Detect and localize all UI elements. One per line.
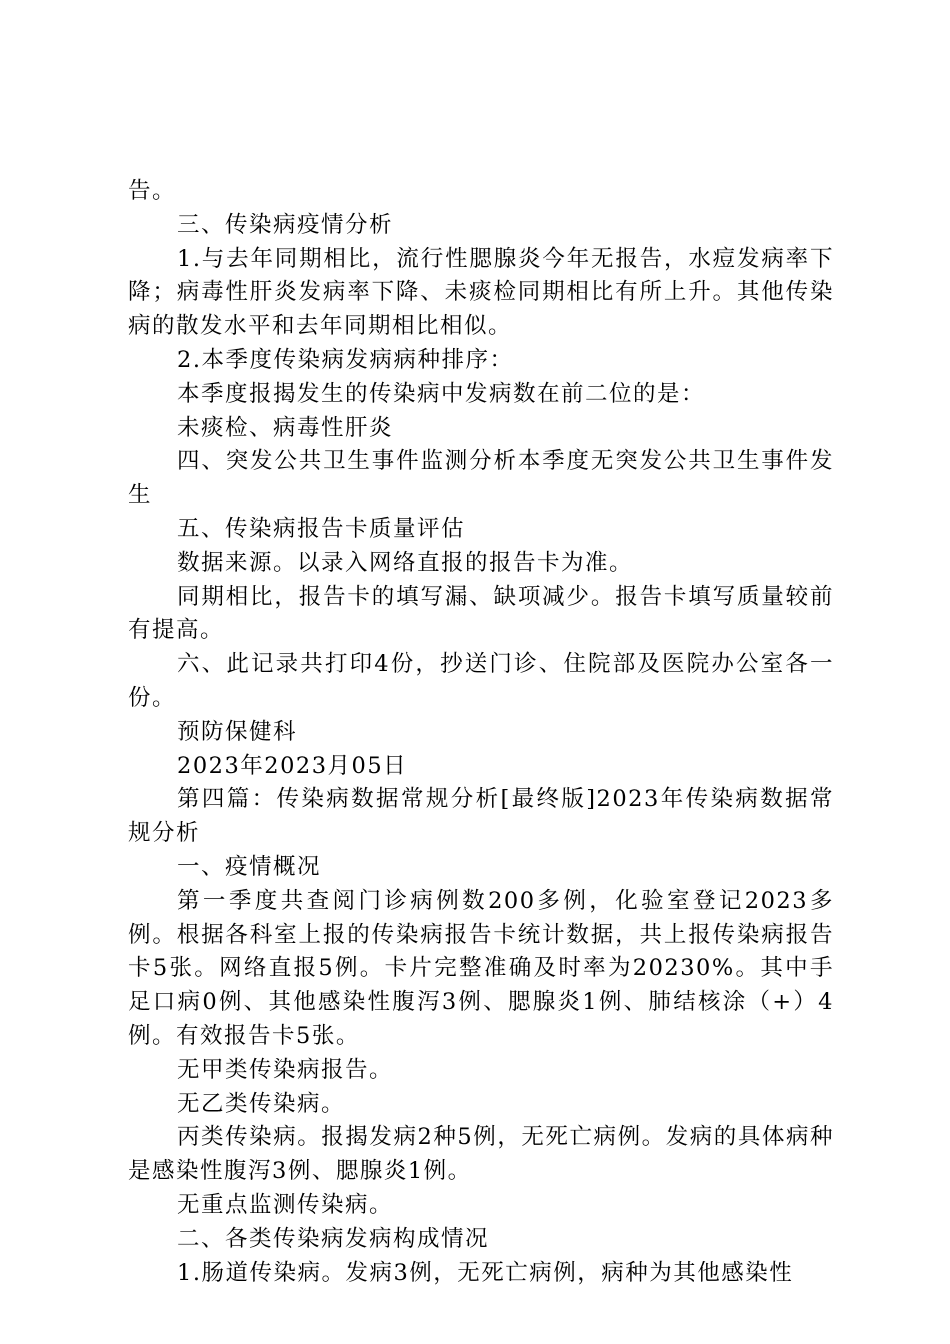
paragraph: 1.肠道传染病。发病3例，无死亡病例，病种为其他感染性 xyxy=(177,1259,794,1286)
section-heading-epidemic-analysis: 三、传染病疫情分析 xyxy=(177,211,394,238)
section-heading-public-health-events: 四、突发公共卫生事件监测分析本季度无突发公共卫生事件发生 xyxy=(128,448,834,509)
signature-date: 2023年2023月05日 xyxy=(177,752,408,779)
paragraph: 未痰检、病毒性肝炎 xyxy=(177,414,394,441)
section-heading-distribution: 六、此记录共打印4份，抄送门诊、住院部及医院办公室各一份。 xyxy=(128,651,834,711)
paragraph-continuation: 告。 xyxy=(128,178,177,204)
paragraph: 第一季度共查阅门诊病例数200多例，化验室登记2023多例。根据各科室上报的传染病报告卡统计数据，共上报传染病报告卡5张。网络直报5例。卡片完整准确及时率为20230%。其中手足口病0例、其他感染性腹泻3例、腮腺炎1例、肺结核涂（+）4例。有效报告卡5张。 xyxy=(128,887,834,1049)
chapter-title: 第四篇：传染病数据常规分析[最终版]2023年传染病数据常规分析 xyxy=(128,786,834,847)
paragraph: 1.与去年同期相比，流行性腮腺炎今年无报告，水痘发病率下降；病毒性肝炎发病率下降、未痰检同期相比有所上升。其他传染病的散发水平和去年同期相比相似。 xyxy=(128,245,834,340)
paragraph: 无乙类传染病。 xyxy=(177,1090,346,1117)
section-heading-report-card-quality: 五、传染病报告卡质量评估 xyxy=(177,515,466,542)
paragraph: 数据来源。以录入网络直报的报告卡为准。 xyxy=(177,549,634,576)
paragraph: 丙类传染病。报揭发病2种5例，无死亡病例。发病的具体病种是感染性腹泻3例、腮腺炎1例。 xyxy=(128,1124,834,1185)
document-body xyxy=(128,175,834,1290)
section-heading-composition: 二、各类传染病发病构成情况 xyxy=(177,1225,490,1252)
paragraph: 同期相比，报告卡的填写漏、缺项减少。报告卡填写质量较前有提高。 xyxy=(128,583,834,644)
paragraph: 无重点监测传染病。 xyxy=(177,1191,394,1218)
paragraph: 2.本季度传染病发病病种排序： xyxy=(177,346,514,373)
paragraph: 无甲类传染病报告。 xyxy=(177,1056,394,1083)
paragraph: 本季度报揭发生的传染病中发病数在前二位的是： xyxy=(177,380,706,407)
signature-department: 预防保健科 xyxy=(177,718,298,745)
section-heading-overview: 一、疫情概况 xyxy=(177,853,322,880)
